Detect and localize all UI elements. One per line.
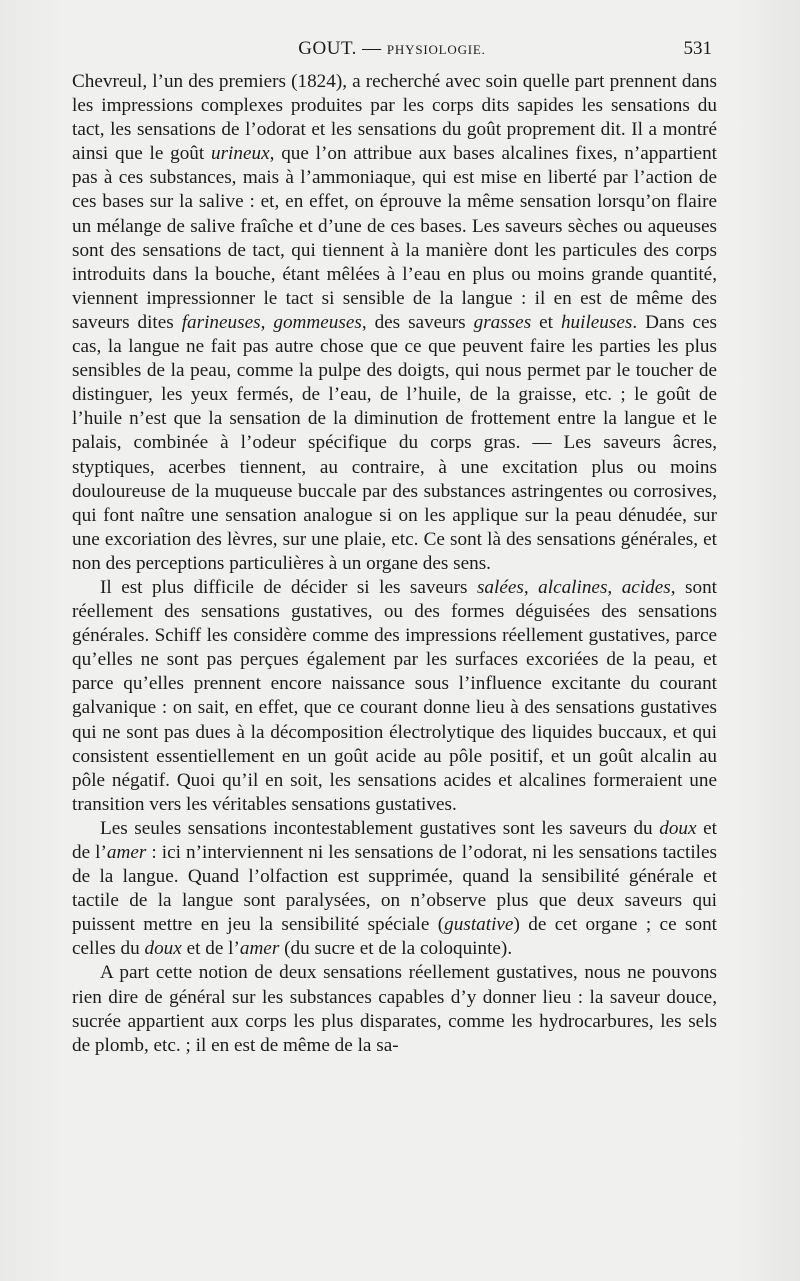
- text-run: (du sucre et de la coloquinte).: [279, 938, 513, 960]
- page-number: 531: [683, 38, 712, 59]
- paragraph-4: [72, 961, 717, 1057]
- italic-term: amer: [239, 938, 280, 960]
- text-run: Les seules sensations incontestablement gustatives sont les saveurs du: [100, 817, 660, 839]
- italic-term: huileuses: [560, 311, 633, 333]
- italic-term: farineuses: [181, 311, 261, 333]
- paragraph-1: [72, 70, 717, 576]
- text-run: , sont réellement des sensations gustatives, ou des formes déguisées des sensations générales. Schiff les considère comme des impressions réellement gustatives, parce qu’elles ne sont pas perçues également par les surfaces excoriées de la peau, et parce qu’elles prennent encore naissance sous l’influence excitante du courant galvanique : on sait, en effet, que ce courant donne lieu à des sensations gustatives qui ne sont pas dues à la décomposition électrolytique des liquides buccaux, et qui consistent essentiellement en un goût acide au pôle positif, et un goût alcalin au pôle négatif. Quoi qu’il en soit, les sensations acides et alcalines formeraient une transition vers les véritables sensations gustatives.: [72, 576, 717, 815]
- text-run: Il est plus difficile de décider si les saveurs: [100, 576, 477, 598]
- text-run: : ici n’interviennent ni les sensations de l’odorat, ni les sensations tactiles de la langue. Quand l’olfaction est supprimée, quand la sensibilité générale et tactile de la langue sont paralysées, on n’observe plus que deux saveurs qui puissent mettre en jeu la sensibilité spéciale (: [72, 842, 717, 936]
- paragraph-3: [72, 817, 717, 962]
- text-run: , des saveurs: [361, 311, 474, 333]
- text-run: et de l’: [72, 817, 717, 863]
- text-run: ,: [607, 576, 622, 598]
- text-run: et: [531, 311, 561, 333]
- text-run: ) de cet organe ; ce sont celles du: [72, 914, 717, 960]
- italic-term: grasses: [473, 311, 532, 333]
- body-text: [72, 70, 717, 1058]
- running-title-sub: PHYSIOLOGIE.: [386, 42, 486, 57]
- running-header: [72, 38, 712, 68]
- italic-term: alcalines: [538, 576, 608, 598]
- running-title-main: GOUT. —: [298, 38, 382, 59]
- paragraph-2: [72, 576, 717, 817]
- italic-term: acides: [621, 576, 671, 598]
- running-title: [72, 38, 712, 60]
- italic-term: salées: [476, 576, 524, 598]
- text-run: et de l’: [181, 938, 240, 960]
- text-run: A part cette notion de deux sensations réellement gustatives, nous ne pouvons rien dire de général sur les substances capables d’y donner lieu : la saveur douce, sucrée appartient aux corps les plus disparates, comme les hydrocarbures, les sels de plomb, etc. ; il en est de même de la sa-: [72, 962, 717, 1056]
- text-run: ,: [523, 576, 539, 598]
- italic-term: amer: [106, 842, 147, 863]
- italic-term: doux: [144, 938, 182, 960]
- italic-term: gustative: [444, 914, 514, 936]
- italic-term: urineux: [211, 143, 270, 165]
- text-run: ,: [260, 311, 274, 333]
- text-run: , que l’on attribue aux bases alcalines fixes, n’appartient pas à ces substances, mais à l’ammoniaque, qui est mise en liberté par l’action de ces bases sur la salive : et, en effet, on éprouve la même sensation lorsqu’on flaire un mélange de salive fraîche et d’une de ces bases. Les saveurs sèches ou aqueuses sont des sensations de tact, qui tiennent à la manière dont les particules des corps introduits dans la bouche, étant mêlées à l’eau en plus ou moins grande quantité, viennent impressionner le tact si sensible de la langue : il en est de même des saveurs dites: [72, 143, 717, 333]
- italic-term: gommeuses: [273, 311, 362, 333]
- text-run: . Dans ces cas, la langue ne fait pas autre chose que ce que peuvent faire les parties les plus sensibles de la peau, comme la pulpe des doigts, qui nous permet par le toucher de distinguer, les yeux fermés, de l’eau, de l’huile, de la graisse, etc. ; le goût de l’huile n’est que la sensation de la diminution de frottement entre la langue et le palais, combinée à l’odeur spécifique du corps gras. — Les saveurs âcres, styptiques, acerbes tiennent, au contraire, à une excitation plus ou moins douloureuse de la muqueuse buccale par des substances astringentes ou corrosives, qui font naître une sensation analogue si on les applique sur la peau dénudée, sur une excoriation des lèvres, sur une plaie, etc. Ce sont là des sensations générales, et non des perceptions particulières à un organe des sens.: [72, 311, 717, 574]
- text-run: Chevreul, l’un des premiers (1824), a recherché avec soin quelle part prennent dans les impressions complexes produites par les corps dits sapides les sensations du tact, les sensations de l’odorat et les sensations du goût proprement dit. Il a montré ainsi que le goût: [72, 71, 717, 165]
- italic-term: doux: [659, 817, 697, 839]
